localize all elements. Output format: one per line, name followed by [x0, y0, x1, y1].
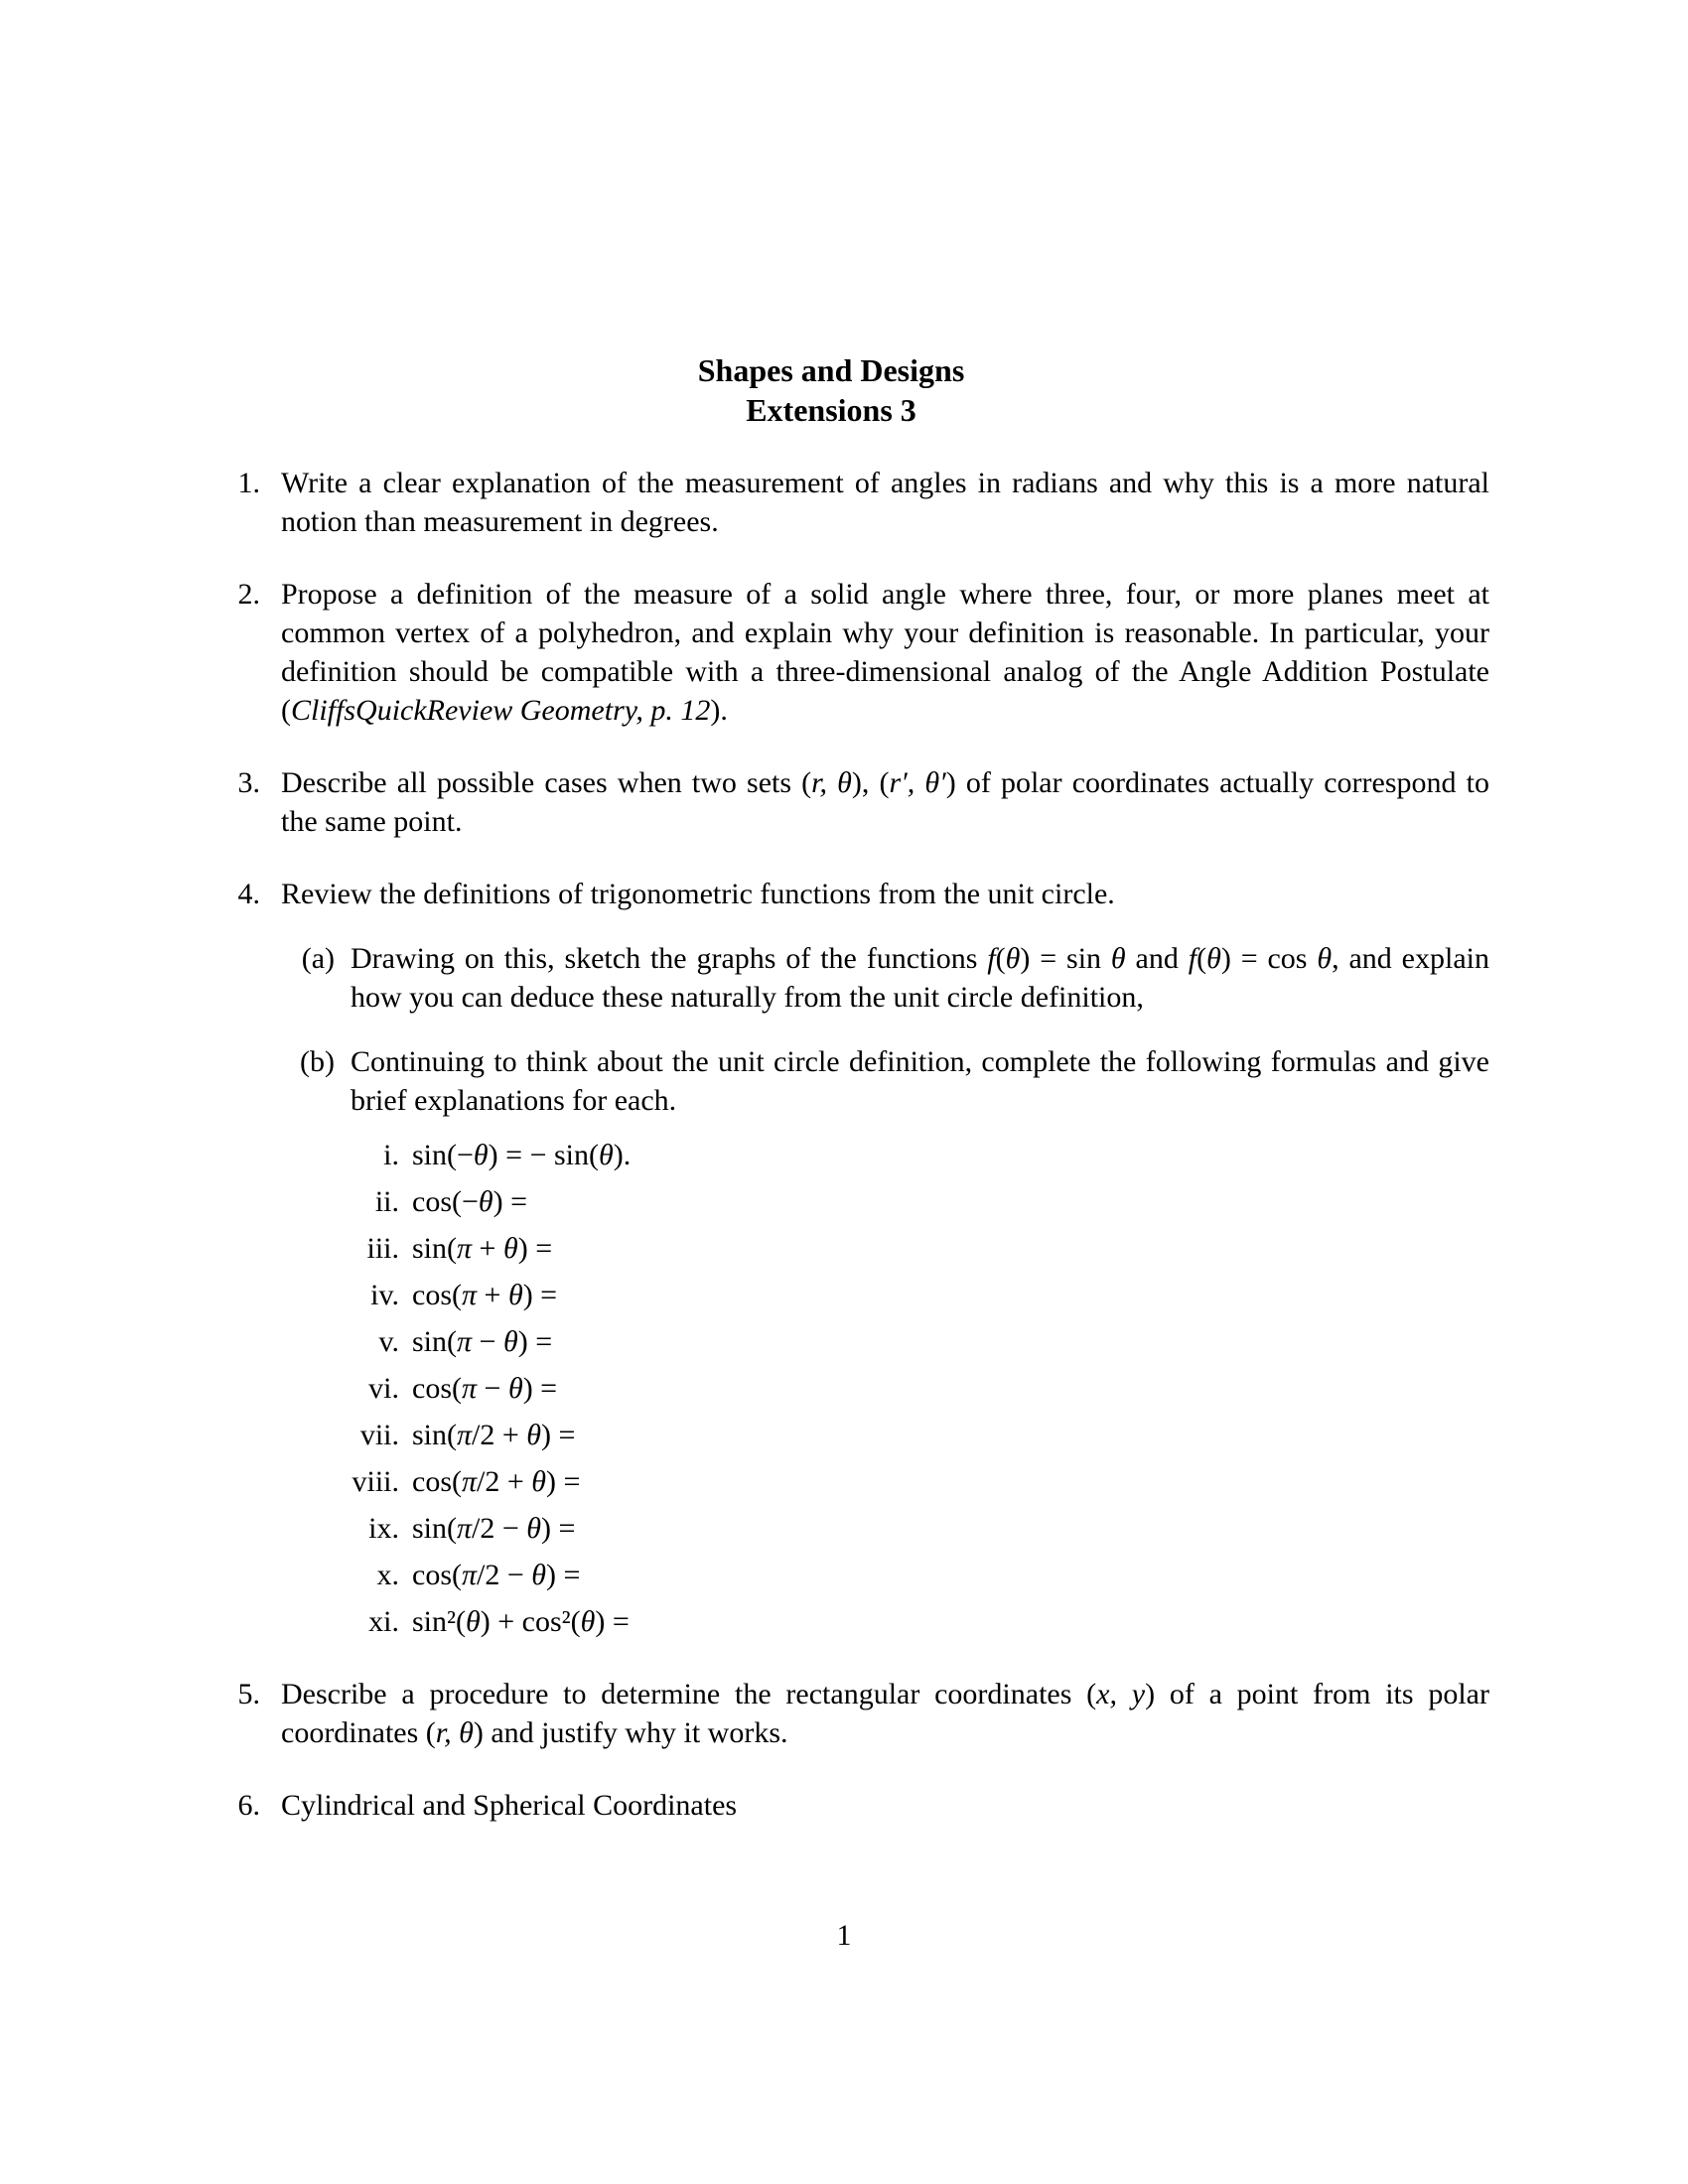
problem-number: 2.	[237, 578, 260, 611]
problem-item-4	[0, 875, 1688, 1641]
problem-text: Write a clear explanation of the measurement of angles in radians and why this is a more natural notion than measurement in degrees.	[281, 467, 1489, 538]
formula-text: cos(π + θ) =	[412, 1279, 558, 1311]
formula-row-vi	[0, 1369, 1489, 1408]
formula-row-viii	[0, 1462, 1489, 1501]
formula-row-v	[0, 1322, 1489, 1361]
subitem-b	[0, 1042, 1489, 1641]
problem-number: 3.	[237, 766, 260, 799]
formula-text: cos(π − θ) =	[412, 1372, 558, 1405]
formula-label: xi.	[368, 1605, 399, 1638]
page-number: 1	[836, 1919, 852, 1952]
subitem-text: Drawing on this, sketch the graphs of the functions f(θ) = sin θ and f(θ) = cos θ, and explain how you can deduce these naturally from the unit circle definition,	[351, 942, 1489, 1014]
formula-text: sin(π/2 − θ) =	[412, 1512, 576, 1545]
formula-row-iii	[0, 1229, 1489, 1268]
formula-row-vii	[0, 1416, 1489, 1454]
problem-number: 5.	[237, 1678, 260, 1710]
formula-label: viii.	[352, 1465, 399, 1498]
problem-list	[0, 464, 1688, 1825]
formula-label: x.	[376, 1559, 399, 1591]
formula-row-i	[0, 1136, 1489, 1174]
problem-text-lead: Review the definitions of trigonometric functions from the unit circle.	[281, 878, 1115, 910]
problem-text: Cylindrical and Spherical Coordinates	[281, 1789, 738, 1822]
problem-number: 6.	[237, 1789, 260, 1822]
problem-text: Describe a procedure to determine the rectangular coordinates (x, y) of a point from its polar coordinates (r, θ) and justify why it works.	[281, 1678, 1489, 1749]
formula-row-iv	[0, 1276, 1489, 1314]
problem-number: 1.	[237, 467, 260, 499]
sub-list	[0, 939, 1489, 1641]
subitem-a	[0, 939, 1489, 1017]
subitem-text-lead: Continuing to think about the unit circle definition, complete the following formulas and give brief explanations for each.	[351, 1045, 1489, 1117]
formula-label: iii.	[366, 1232, 399, 1265]
formula-row-ix	[0, 1509, 1489, 1548]
problem-text	[281, 875, 1489, 1641]
formula-text: sin²(θ) + cos²(θ) =	[412, 1605, 630, 1638]
problem-item-6	[0, 1786, 1688, 1825]
formula-label: vii.	[359, 1419, 399, 1451]
formula-label: v.	[378, 1325, 399, 1358]
formula-list	[0, 1136, 1489, 1641]
subitem-label: (a)	[301, 942, 335, 975]
problem-text: Propose a definition of the measure of a solid angle where three, four, or more planes meet at common vertex of a polyhedron, and explain why your definition is reasonable. In particular, your definition should be compatible with a three-dimensional analog of the Angle Addition Postulate (CliffsQuickReview Geometry, p. 12).	[281, 578, 1489, 727]
formula-text: sin(π/2 + θ) =	[412, 1419, 576, 1451]
title-line-2: Extensions 3	[746, 392, 916, 428]
formula-row-xi	[0, 1602, 1489, 1641]
subitem-text	[351, 1042, 1489, 1641]
formula-text: cos(π/2 − θ) =	[412, 1559, 581, 1591]
formula-text: sin(π − θ) =	[412, 1325, 553, 1358]
formula-text: cos(−θ) =	[412, 1185, 528, 1218]
formula-row-ii	[0, 1182, 1489, 1221]
formula-text: cos(π/2 + θ) =	[412, 1465, 581, 1498]
problem-item-5	[0, 1675, 1688, 1752]
problem-text: Describe all possible cases when two sets (r, θ), (r′, θ′) of polar coordinates actually correspond to the same point.	[281, 766, 1489, 838]
formula-label: ii.	[374, 1185, 399, 1218]
formula-label: iv.	[370, 1279, 399, 1311]
problem-item-3	[0, 763, 1688, 841]
problem-item-1	[0, 464, 1688, 541]
formula-label: vi.	[368, 1372, 399, 1405]
formula-text: sin(π + θ) =	[412, 1232, 553, 1265]
formula-label: ix.	[368, 1512, 399, 1545]
title-line-1: Shapes and Designs	[697, 352, 965, 388]
problem-item-2	[0, 575, 1688, 730]
subitem-label: (b)	[300, 1045, 335, 1078]
formula-label: i.	[383, 1139, 399, 1171]
formula-row-x	[0, 1556, 1489, 1594]
formula-text: sin(−θ) = − sin(θ).	[412, 1139, 632, 1171]
document-title	[171, 0, 1491, 430]
problem-number: 4.	[237, 878, 260, 910]
